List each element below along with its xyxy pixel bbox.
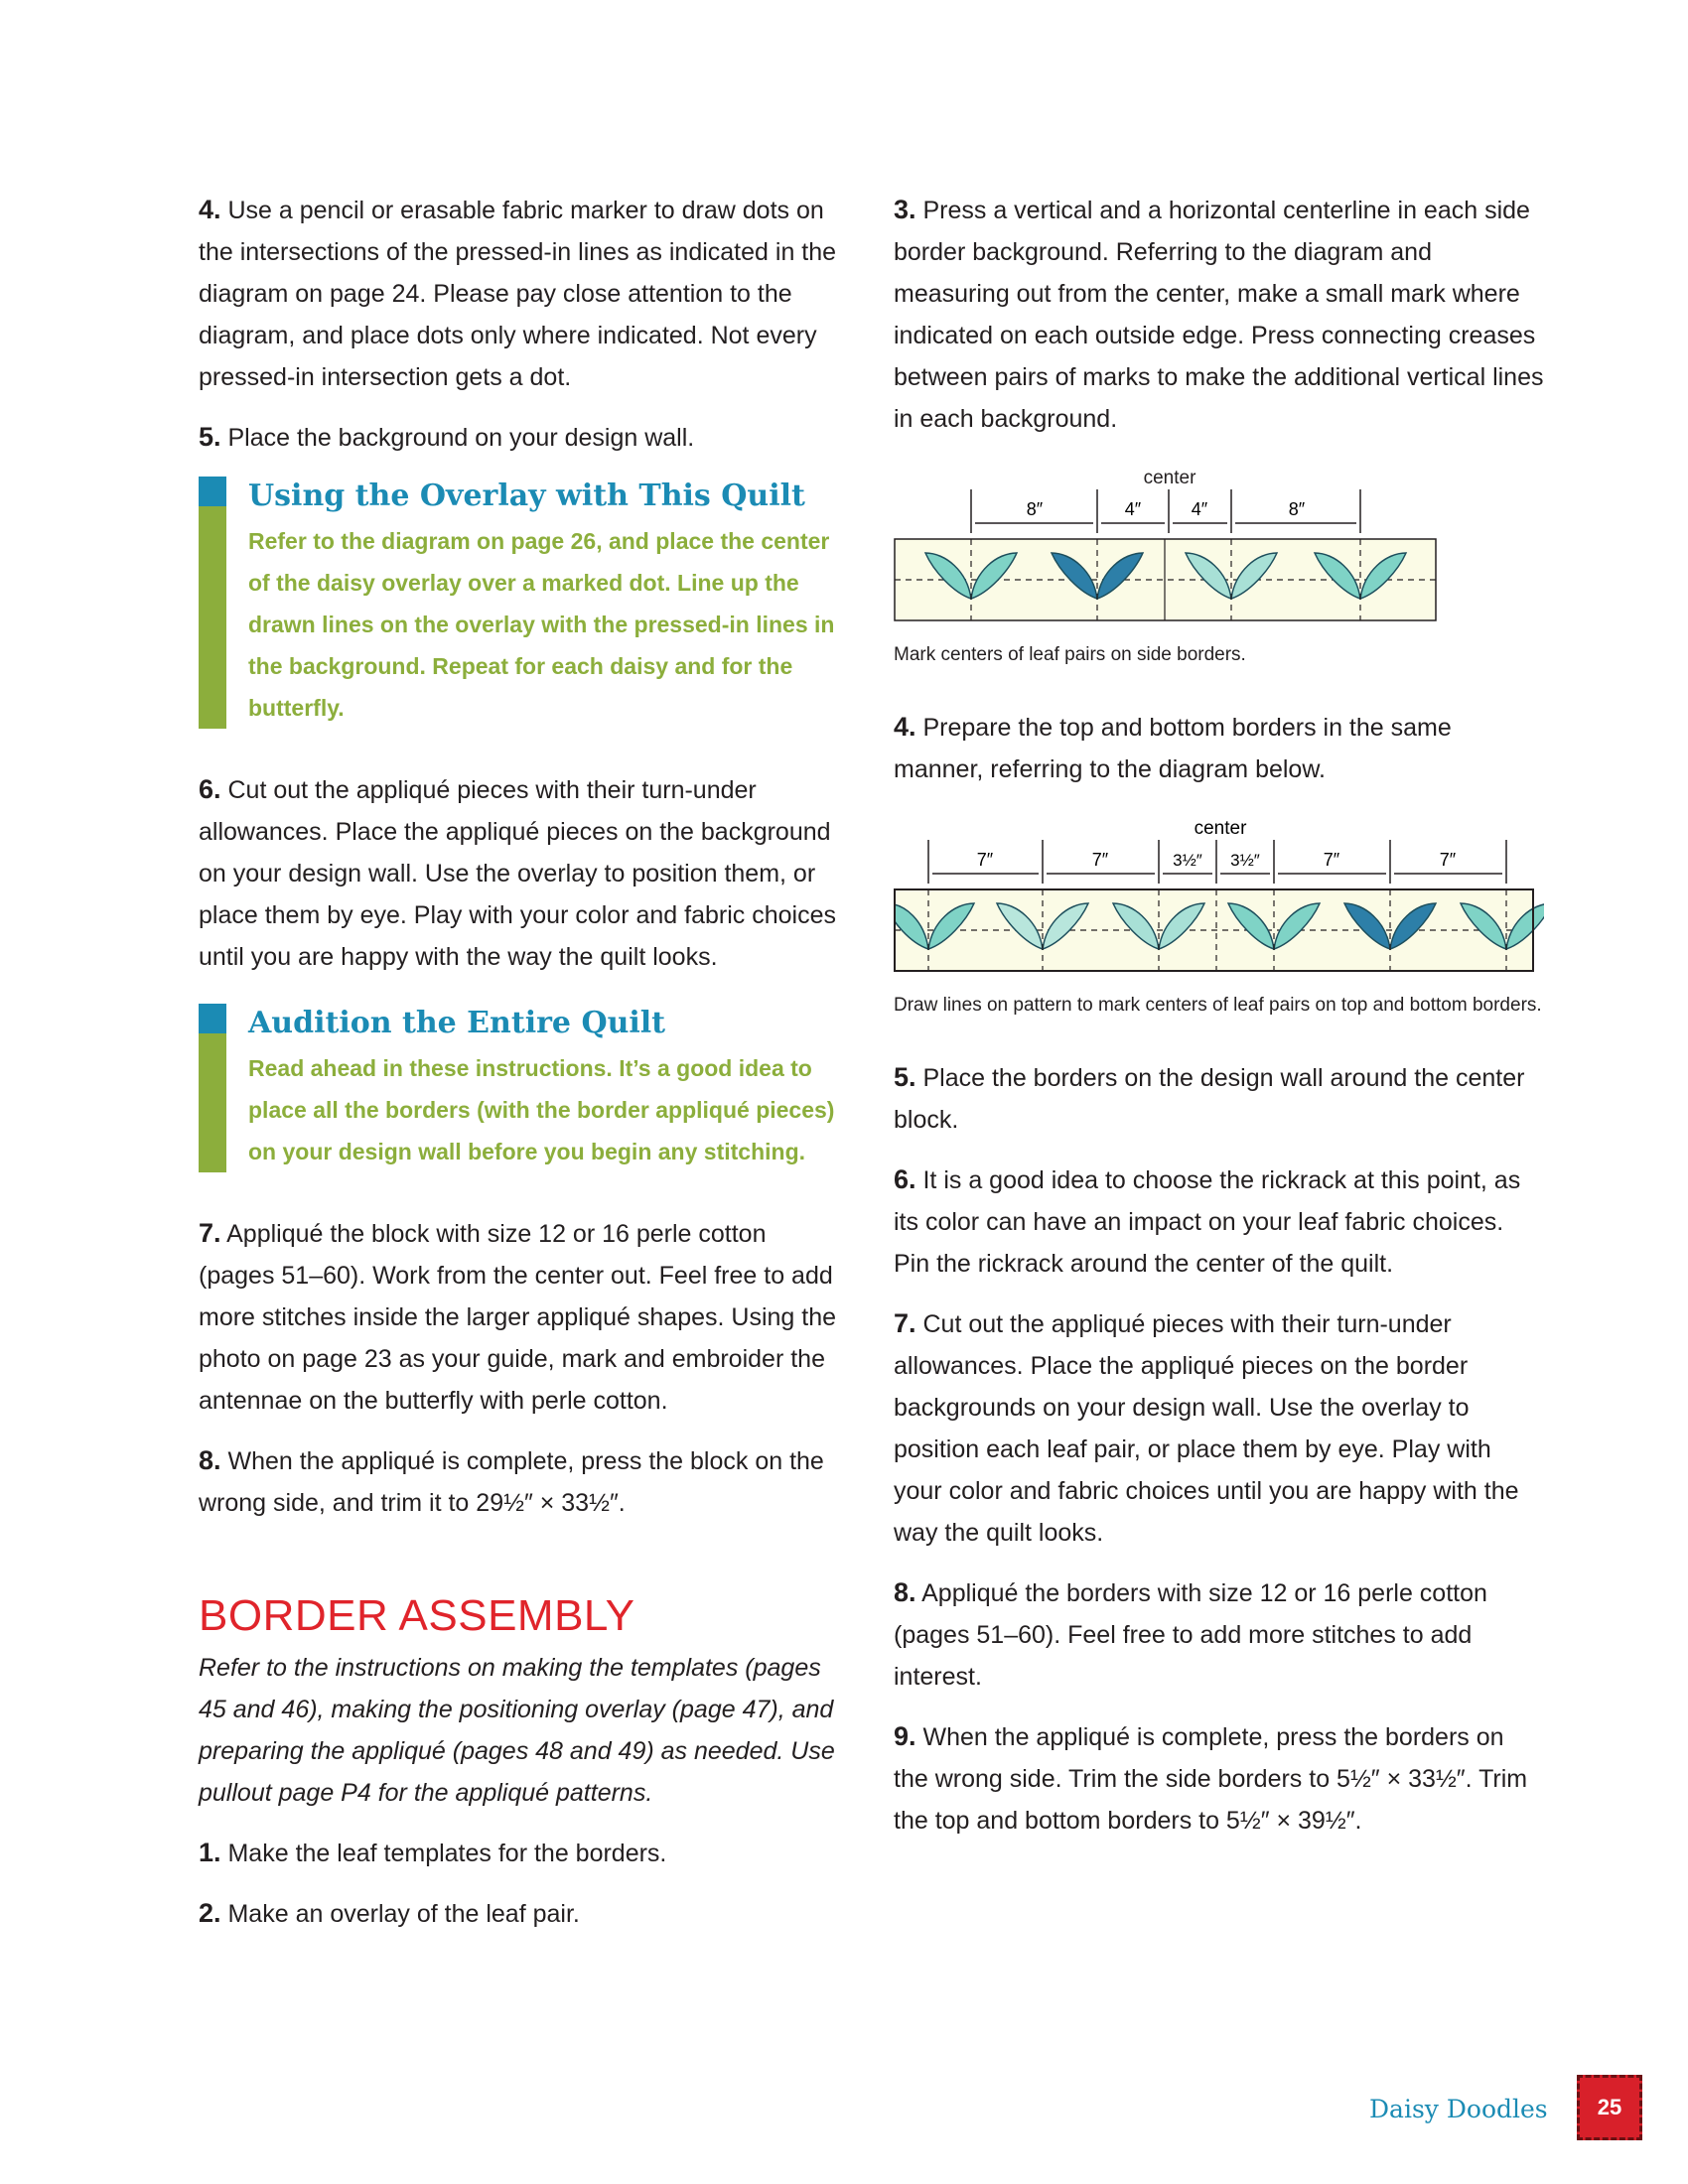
dimension-label: 7″ [1323,850,1340,870]
dimension-label: 4″ [1191,499,1208,519]
dimension-label: 3½″ [1173,851,1202,870]
dimension-label: 4″ [1124,499,1142,519]
border-step-3: 3. Press a vertical and a horizontal centerline in each side border background. Referring to the diagram and measuring out from the center, make a small mark where indicated on each outside edge. Press connecting creases between pairs of marks to make the additional vertical lines in each background. [894,195,1544,433]
border-step-9: 9. When the appliqué is complete, press the borders on the wrong side. Trim the side borders to 5½″ × 33½″. Trim the top and bottom borders to 5½″ × 39½″. [894,1721,1528,1835]
step-7: 7. Appliqué the block with size 12 or 16 perle cotton (pages 51–60). Work from the center out. Feel free to add more stitches inside the larger appliqué shapes. Using the photo on page 23 as your guide, mark and embroider the antennae on the butterfly with perle cotton. [199,1218,837,1415]
border-step-5: 5. Place the borders on the design wall around the center block. [894,1062,1525,1134]
border-step-8: 8. Appliqué the borders with size 12 or 16 perle cotton (pages 51–60). Feel free to add more stitches to add interest. [894,1577,1487,1691]
sidebar-bar-top [199,1004,226,1033]
sidebar-overlay-tip [199,477,844,729]
sidebar-text: Refer to the diagram on page 26, and place the center of the daisy overlay over a marked dot. Line up the drawn lines on the overlay with the pressed-in lines in the background. Repeat for each daisy and for the butterfly. [248,528,835,721]
border-step-7: 7. Cut out the appliqué pieces with their turn-under allowances. Place the appliqué pieces on the border backgrounds on your design wall. Use the overlay to position each leaf pair, or place them by eye. Play with your color and fabric choices until you are happy with the way the quilt looks. [894,1308,1519,1547]
center-label: center [1143,468,1196,488]
top-bottom-border-diagram [894,812,1544,1021]
figure-caption: Mark centers of leaf pairs on side borders. [894,644,1246,665]
section-heading: BORDER ASSEMBLY [199,1591,635,1640]
step-6: 6. Cut out the appliqué pieces with their turn-under allowances. Place the appliqué pieces on the background on your design wall. Use the overlay to position them, or place them by eye. Play with your color and fabric choices until you are happy with the way the quilt looks. [199,774,836,971]
side-border-diagram [894,462,1544,670]
page-number-badge: 25 [1577,2075,1642,2140]
sidebar-text: Read ahead in these instructions. It’s a good idea to place all the borders (with the border appliqué pieces) on your design wall before you begin any stitching. [248,1055,835,1164]
border-step-6: 6. It is a good idea to choose the rickrack at this point, as its color can have an impact on your leaf fabric choices. Pin the rickrack around the center of the quilt. [894,1164,1521,1278]
left-column [199,189,844,1953]
dimension-label: 7″ [1091,850,1109,870]
sidebar-title: Using the Overlay with This Quilt [248,478,805,513]
dimension-label: 8″ [1026,499,1044,519]
top-bottom-border-svg [894,812,1544,976]
border-step-1: 1. Make the leaf templates for the borders. [199,1838,667,1867]
figure-caption: Draw lines on pattern to mark centers of leaf pairs on top and bottom borders. [894,995,1542,1016]
right-column [894,189,1544,1859]
sidebar-title: Audition the Entire Quilt [248,1006,666,1040]
section-intro: Refer to the instructions on making the templates (pages 45 and 46), making the positioning overlay (page 47), and preparing the appliqué (pages 48 and 49) as needed. Use pullout page P4 for the appliqué patterns. [199,1654,835,1807]
dimension-label: 7″ [1439,850,1457,870]
footer-book-title: Daisy Doodles [1369,2095,1548,2123]
step-5: 5. Place the background on your design wall. [199,422,695,452]
step-4: 4. Use a pencil or erasable fabric marker to draw dots on the intersections of the pressed-in lines as indicated in the diagram on page 24. Please pay close attention to the diagram, and place dots only where indicated. Not every pressed-in intersection gets a dot. [199,195,837,391]
border-step-4: 4. Prepare the top and bottom borders in the same manner, referring to the diagram below. [894,712,1452,783]
border-step-2: 2. Make an overlay of the leaf pair. [199,1898,580,1928]
side-border-svg [894,462,1450,625]
dimension-label: 3½″ [1230,851,1260,870]
sidebar-bar-top [199,477,226,506]
sidebar-audition-tip [199,1004,844,1172]
dimension-label: 8″ [1288,499,1306,519]
dimension-label: 7″ [976,850,994,870]
center-label: center [1194,818,1247,839]
step-8: 8. When the appliqué is complete, press the block on the wrong side, and trim it to 29½″ × 33½″. [199,1445,824,1517]
sidebar-bar [199,477,226,729]
